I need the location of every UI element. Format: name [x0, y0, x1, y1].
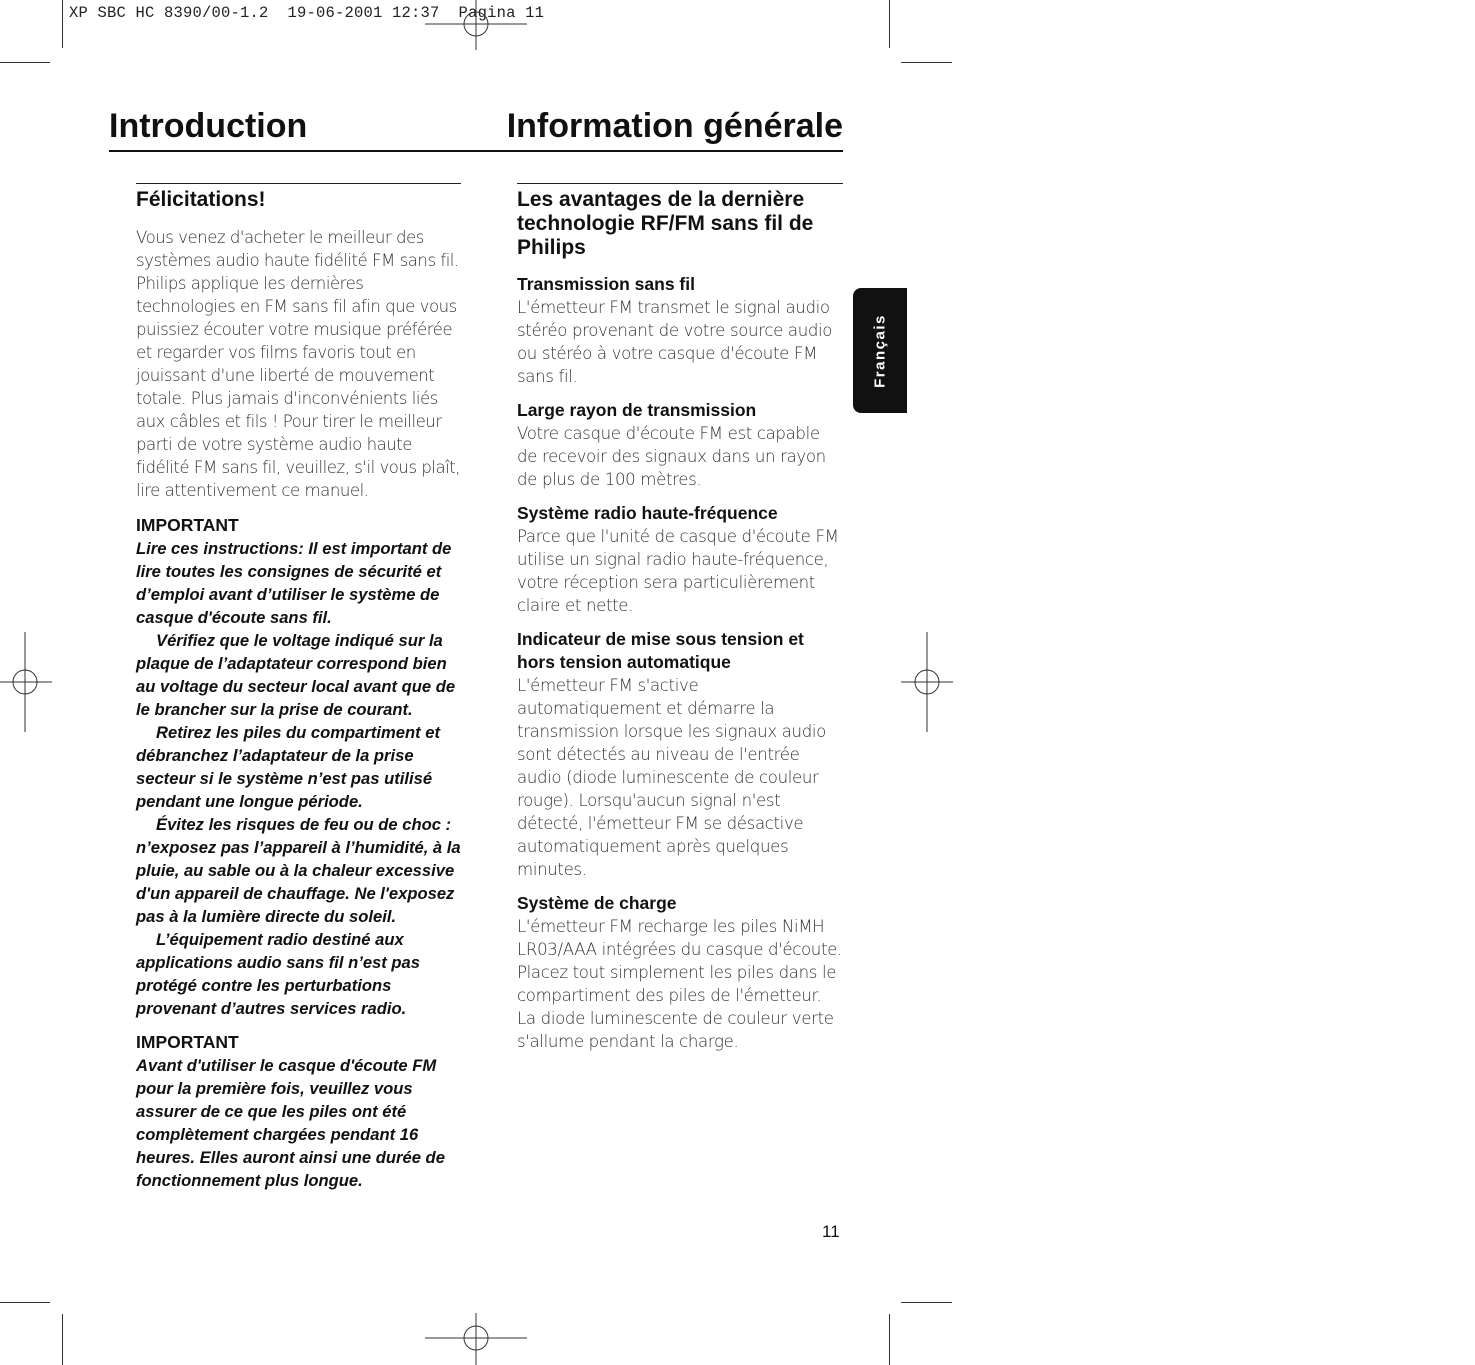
section-title: Les avantages de la dernière technologie RF/FM sans fil de Philips — [517, 188, 814, 259]
header-right-title: Information générale — [506, 107, 843, 145]
crop-mark — [62, 1314, 63, 1365]
registration-mark-icon — [425, 0, 527, 50]
important-paragraph: Vérifiez que le voltage indiqué sur la plaque de l’adaptateur correspond bien au voltage du secteur local avant que de le brancher sur la prise de courant. — [136, 631, 456, 719]
right-column — [517, 183, 843, 1053]
crop-mark — [901, 1302, 952, 1303]
column-rule — [136, 183, 461, 184]
registration-mark-icon — [901, 632, 953, 732]
important-paragraph: L’équipement radio destiné aux applications audio sans fil n’est pas protégé contre les perturbations provenant d’autres services radio. — [136, 930, 421, 1018]
language-tab-label: Français — [871, 313, 889, 388]
registration-mark-icon — [425, 1313, 527, 1365]
page-number: 11 — [822, 1222, 840, 1241]
subsection-heading: Indicateur de mise sous tension et hors tension automatique — [517, 629, 804, 672]
column-rule — [517, 183, 843, 184]
print-slug: XP SBC HC 8390/00-1.2 19-06-2001 12:37 Pagina 11 — [69, 4, 545, 22]
left-column — [136, 183, 461, 1192]
header-rule — [109, 150, 843, 152]
important-paragraph: Avant d'utiliser le casque d'écoute FM pour la première fois, veuillez vous assurer de ce que les piles ont été complètement chargées pendant 16 heures. Elles auront ainsi une durée de fonctionnement plus longue. — [136, 1056, 445, 1190]
subsection-text: Parce que l'unité de casque d'écoute FM utilise un signal radio haute-fréquence, votre réception sera particulièrement claire et nette. — [517, 527, 839, 615]
subsection-text: L'émetteur FM transmet le signal audio stéréo provenant de votre source audio ou stéréo à votre casque d'écoute FM sans fil. — [517, 298, 833, 386]
crop-mark — [62, 0, 63, 48]
crop-mark — [889, 1314, 890, 1365]
important-label: IMPORTANT — [136, 1032, 239, 1052]
subsection-text: Votre casque d'écoute FM est capable de recevoir des signaux dans un rayon de plus de 100 mètres. — [517, 424, 826, 489]
important-paragraph: Évitez les risques de feu ou de choc : n’exposez pas l’appareil à l’humidité, à la pluie, au sable ou à la chaleur excessive d'un appareil de chauffage. Ne l'exposez pas à la lumière directe du soleil. — [136, 815, 461, 926]
subsection-heading: Système de charge — [517, 893, 677, 913]
section-title: Félicitations! — [136, 188, 266, 211]
intro-paragraph: Vous venez d'acheter le meilleur des systèmes audio haute fidélité FM sans fil. Philips applique les dernières technologies en FM sans fil afin que vous puissiez écouter votre musique préférée et regarder vos films favoris tout en jouissant d'une liberté de mouvement totale. Plus jamais d'inconvénients liés aux câbles et fils ! Pour tirer le meilleur parti de votre système audio haute fidélité FM sans fil, veuillez, s'il vous plaît, lire attentivement ce manuel. — [136, 228, 461, 500]
subsection-text: L'émetteur FM s'active automatiquement et démarre la transmission lorsque les signaux audio sont détectés au niveau de l'entrée audio (diode luminescente de couleur rouge). Lorsqu'aucun signal n'est détecté, l'émetteur FM se désactive automatiquement après quelques minutes. — [517, 676, 826, 879]
subsection-heading: Large rayon de transmission — [517, 400, 757, 420]
registration-mark-icon — [0, 632, 52, 732]
language-tab — [853, 288, 907, 413]
important-paragraph: Retirez les piles du compartiment et débranchez l’adaptateur de la prise secteur si le système n’est pas utilisé pendant une longue période. — [136, 723, 441, 811]
header-left-title: Introduction — [109, 107, 308, 145]
subsection-heading: Système radio haute-fréquence — [517, 503, 778, 523]
important-paragraph: Lire ces instructions: Il est important de lire toutes les consignes de sécurité et d’emploi avant d’utiliser le système de casque d'écoute sans fil. — [136, 539, 452, 627]
subsection-heading: Transmission sans fil — [517, 274, 695, 294]
important-label: IMPORTANT — [136, 515, 239, 535]
crop-mark — [0, 1302, 50, 1303]
crop-mark — [901, 62, 952, 63]
crop-mark — [889, 0, 890, 48]
crop-mark — [0, 62, 50, 63]
subsection-text: L'émetteur FM recharge les piles NiMH LR03/AAA intégrées du casque d'écoute. Placez tout simplement les piles dans le compartiment des piles de l'émetteur. La diode luminescente de couleur verte s'allume pendant la charge. — [517, 917, 842, 1051]
